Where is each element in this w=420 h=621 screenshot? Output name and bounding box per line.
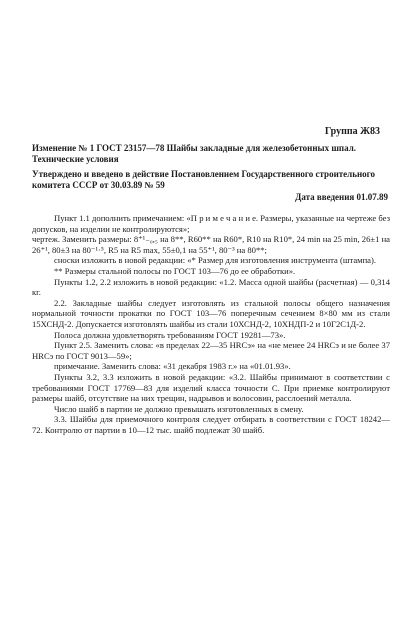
paragraph: Пункт 1.1 дополнить примечанием: «П р и м е ч а н и е. Размеры, указанные на чертеже без допусков, на изделии не контролируются»; xyxy=(32,213,390,234)
paragraph: Число шайб в партии не должно превышать изготовленных в смену. xyxy=(54,403,304,414)
paragraph: чертеж. Заменить размеры: 8⁺¹₋₀,₅ на 8**, R60** на R60*, R10 на R10*, 24 min на 25 min, 26±1 на 26⁺¹, 80±3 на 80⁻¹·⁵, R5 на R5 max, 55±0,1 на 55⁺¹, 80⁻³ на 80**; xyxy=(32,234,390,255)
paragraph: сноски изложить в новой редакции: «* Размер для изготовления инструмента (штампа). xyxy=(54,255,376,266)
document-body xyxy=(32,213,390,435)
paragraph: Пункт 2.5. Заменить слова: «в пределах 22—35 HRCэ» на «не менее 24 HRCэ и не более 37 HRCэ по ГОСТ 9013—59»; xyxy=(32,340,390,361)
paragraph: Пункты 3.2, 3.3 изложить в новой редакции: «3.2. Шайбы принимают в соответствии с требованиями ГОСТ 17769—83 для изделий класса точности С. При приемке контролируют размеры шайб, отсутствие на них трещин, надрывов и волосовин, расслоений металла. xyxy=(32,371,390,404)
group-code: Группа Ж83 xyxy=(324,126,380,137)
paragraph: 3.3. Шайбы для приемочного контроля следует отбирать в соответствии с ГОСТ 18242—72. Контролю от партии в 10—12 тыс. шайб подлежат 30 шайб. xyxy=(32,414,390,435)
paragraph: ** Размеры стальной полосы по ГОСТ 103—76 до ее обработки». xyxy=(54,265,296,276)
paragraph: 2.2. Закладные шайбы следует изготовлять из стальной полосы общего назначения нормальной точности прокатки по ГОСТ 103—76 поперечным сечением 8×80 мм из стали 15ХСНД-2. Допускается изготовлять шайбы из стали 10ХСНД-2, 10ХНДП-2 и 10Г2С1Д-2. xyxy=(32,297,390,329)
approval-statement: Утверждено и введено в действие Постановлением Государственного строительного комитета СССР от 30.03.89 № 59 xyxy=(32,169,376,190)
amendment-heading: Изменение № 1 ГОСТ 23157—78 Шайбы закладные для железобетонных шпал. Технические условия xyxy=(32,143,356,164)
paragraph: Полоса должна удовлетворять требованиям ГОСТ 19281—73». xyxy=(54,329,286,340)
paragraph: Пункты 1.2, 2.2 изложить в новой редакции: «1.2. Масса одной шайбы (расчетная) — 0,314 кг. xyxy=(32,276,390,298)
paragraph: примечание. Заменить слова: «31 декабря 1983 г.» на «01.01.93». xyxy=(54,361,291,372)
effective-date: Дата введения 01.07.89 xyxy=(295,192,388,202)
